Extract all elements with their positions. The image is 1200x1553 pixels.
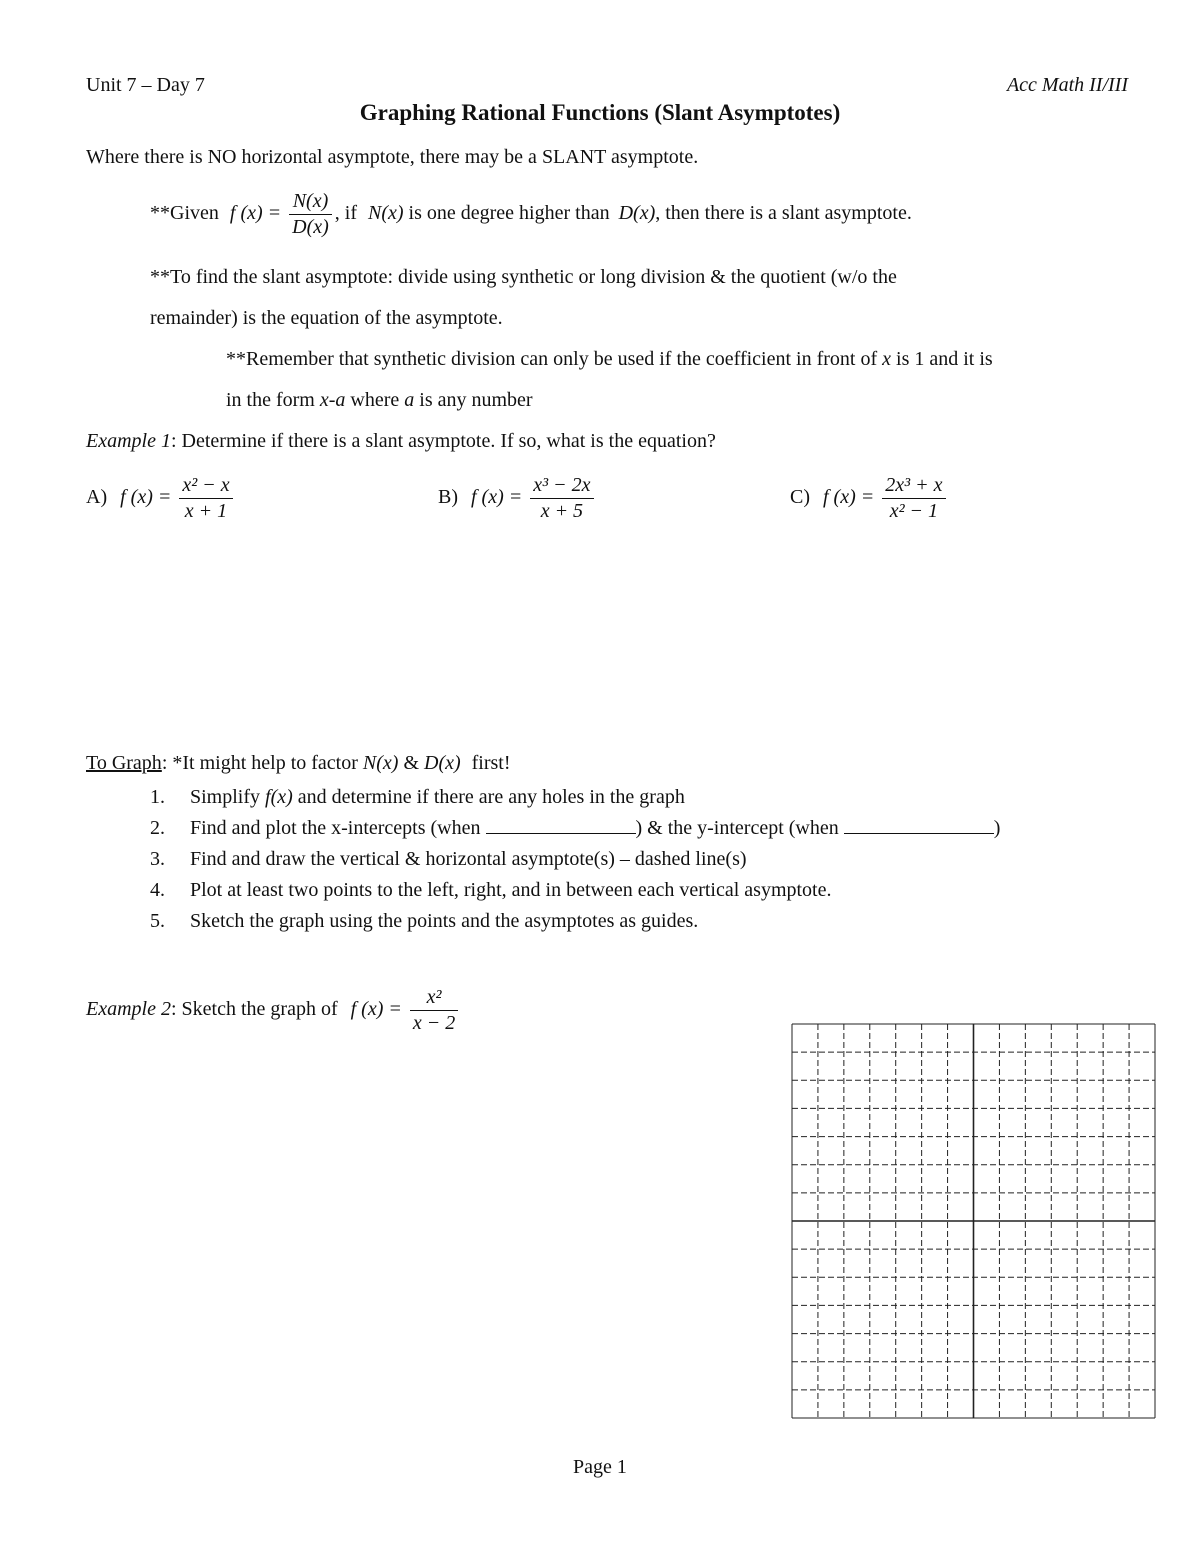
item-f: f (x) = xyxy=(120,486,172,509)
item-fraction xyxy=(179,474,232,523)
remember-text-a: **Remember that synthetic division can only be used if the coefficient in front of xyxy=(226,348,878,370)
step-number: 4. xyxy=(150,879,165,901)
step-number: 3. xyxy=(150,848,165,870)
item-fraction xyxy=(882,474,945,523)
given-statement xyxy=(150,190,912,239)
course-label: Acc Math II/III xyxy=(1006,74,1128,96)
given-prefix: **Given xyxy=(150,202,219,225)
list-item xyxy=(150,906,1000,937)
step-text: Sketch the graph using the points and the asymptotes as guides. xyxy=(190,910,699,932)
graph-grid[interactable] xyxy=(790,1022,1158,1420)
example-2-numerator: x² xyxy=(410,986,458,1011)
example-2-text: : Sketch the graph of xyxy=(170,998,338,1021)
example-2-fraction xyxy=(410,986,458,1035)
to-graph-N: N(x) xyxy=(362,752,399,774)
item-letter: A) xyxy=(86,486,108,509)
given-fraction xyxy=(289,190,332,239)
step-number: 2. xyxy=(150,817,165,839)
find-line-1: **To find the slant asymptote: divide using synthetic or long division & the quotient (w/o the xyxy=(150,266,897,288)
example-1-prompt xyxy=(86,430,716,453)
given-mid2: is one degree higher than xyxy=(408,202,610,225)
given-N: N(x) xyxy=(368,202,404,225)
example-2-f: f (x) = xyxy=(350,998,402,1021)
item-denominator: x + 5 xyxy=(540,500,584,522)
remember-number-text: is any number xyxy=(419,389,533,411)
item-fraction xyxy=(530,474,593,523)
list-item xyxy=(150,813,1000,844)
remember-form-text: in the form xyxy=(226,389,315,411)
graphing-steps-list xyxy=(150,782,1000,937)
remember-text-b: is 1 and it is xyxy=(896,348,993,370)
step-text-b: and determine if there are any holes in the graph xyxy=(297,786,685,808)
page-title: Graphing Rational Functions (Slant Asymptotes) xyxy=(359,100,841,125)
example-2-label: Example 2 xyxy=(86,998,171,1021)
example-1-item-c xyxy=(790,474,949,523)
step-number: 1. xyxy=(150,786,165,808)
to-graph-heading xyxy=(86,752,511,775)
item-letter: B) xyxy=(438,486,458,509)
y-intercept-blank[interactable] xyxy=(844,815,994,834)
example-1-text: : Determine if there is a slant asymptote. If so, what is the equation? xyxy=(170,430,716,452)
to-graph-amp: & xyxy=(403,752,419,774)
item-numerator: 2x³ + x xyxy=(882,474,945,499)
to-graph-label: To Graph xyxy=(86,752,162,774)
step-text: Find and draw the vertical & horizontal asymptote(s) – dashed line(s) xyxy=(190,848,747,870)
step-text: Find and plot the x-intercepts (when xyxy=(190,817,481,839)
given-f: f (x) = xyxy=(229,202,282,225)
given-mid: , if xyxy=(334,202,357,225)
remember-a: a xyxy=(404,389,415,411)
remember-x: x xyxy=(882,348,892,370)
list-item xyxy=(150,875,1000,906)
intro-line: Where there is NO horizontal asymptote, there may be a SLANT asymptote. xyxy=(86,146,699,168)
remember-line-1 xyxy=(226,348,993,371)
step-fx: f(x) xyxy=(265,786,293,808)
x-intercept-blank[interactable] xyxy=(486,815,636,834)
example-1-item-b xyxy=(438,474,597,523)
step-number: 5. xyxy=(150,910,165,932)
given-end: , then there is a slant asymptote. xyxy=(655,202,912,225)
example-1-label: Example 1 xyxy=(86,430,171,452)
to-graph-intro: : *It might help to factor xyxy=(161,752,358,774)
item-denominator: x² − 1 xyxy=(889,500,939,522)
example-1-item-a xyxy=(86,474,236,523)
remember-where-text: where xyxy=(350,389,400,411)
example-2-denominator: x − 2 xyxy=(412,1012,456,1034)
remember-line-2 xyxy=(226,389,533,412)
step-text: Plot at least two points to the left, right, and in between each vertical asymptote. xyxy=(190,879,832,901)
unit-day-label: Unit 7 – Day 7 xyxy=(86,74,205,96)
to-graph-D: D(x) xyxy=(424,752,461,774)
step-text: Simplify xyxy=(190,786,261,808)
item-denominator: x + 1 xyxy=(184,500,228,522)
item-f: f (x) = xyxy=(823,486,875,509)
given-D: D(x) xyxy=(618,202,656,225)
item-f: f (x) = xyxy=(471,486,523,509)
item-numerator: x³ − 2x xyxy=(530,474,593,499)
item-numerator: x² − x xyxy=(179,474,232,499)
list-item xyxy=(150,844,1000,875)
given-numerator: N(x) xyxy=(289,190,332,215)
step-text-c: ) xyxy=(993,817,1001,839)
list-item xyxy=(150,782,1000,813)
page-number: Page 1 xyxy=(573,1456,627,1478)
remember-x-minus-a: x-a xyxy=(319,389,346,411)
to-graph-first: first! xyxy=(471,752,511,774)
given-denominator: D(x) xyxy=(292,216,329,238)
step-text-b: ) & the y-intercept (when xyxy=(635,817,839,839)
find-line-2: remainder) is the equation of the asymptote. xyxy=(150,307,503,329)
example-2-prompt xyxy=(86,986,461,1035)
item-letter: C) xyxy=(790,486,810,509)
